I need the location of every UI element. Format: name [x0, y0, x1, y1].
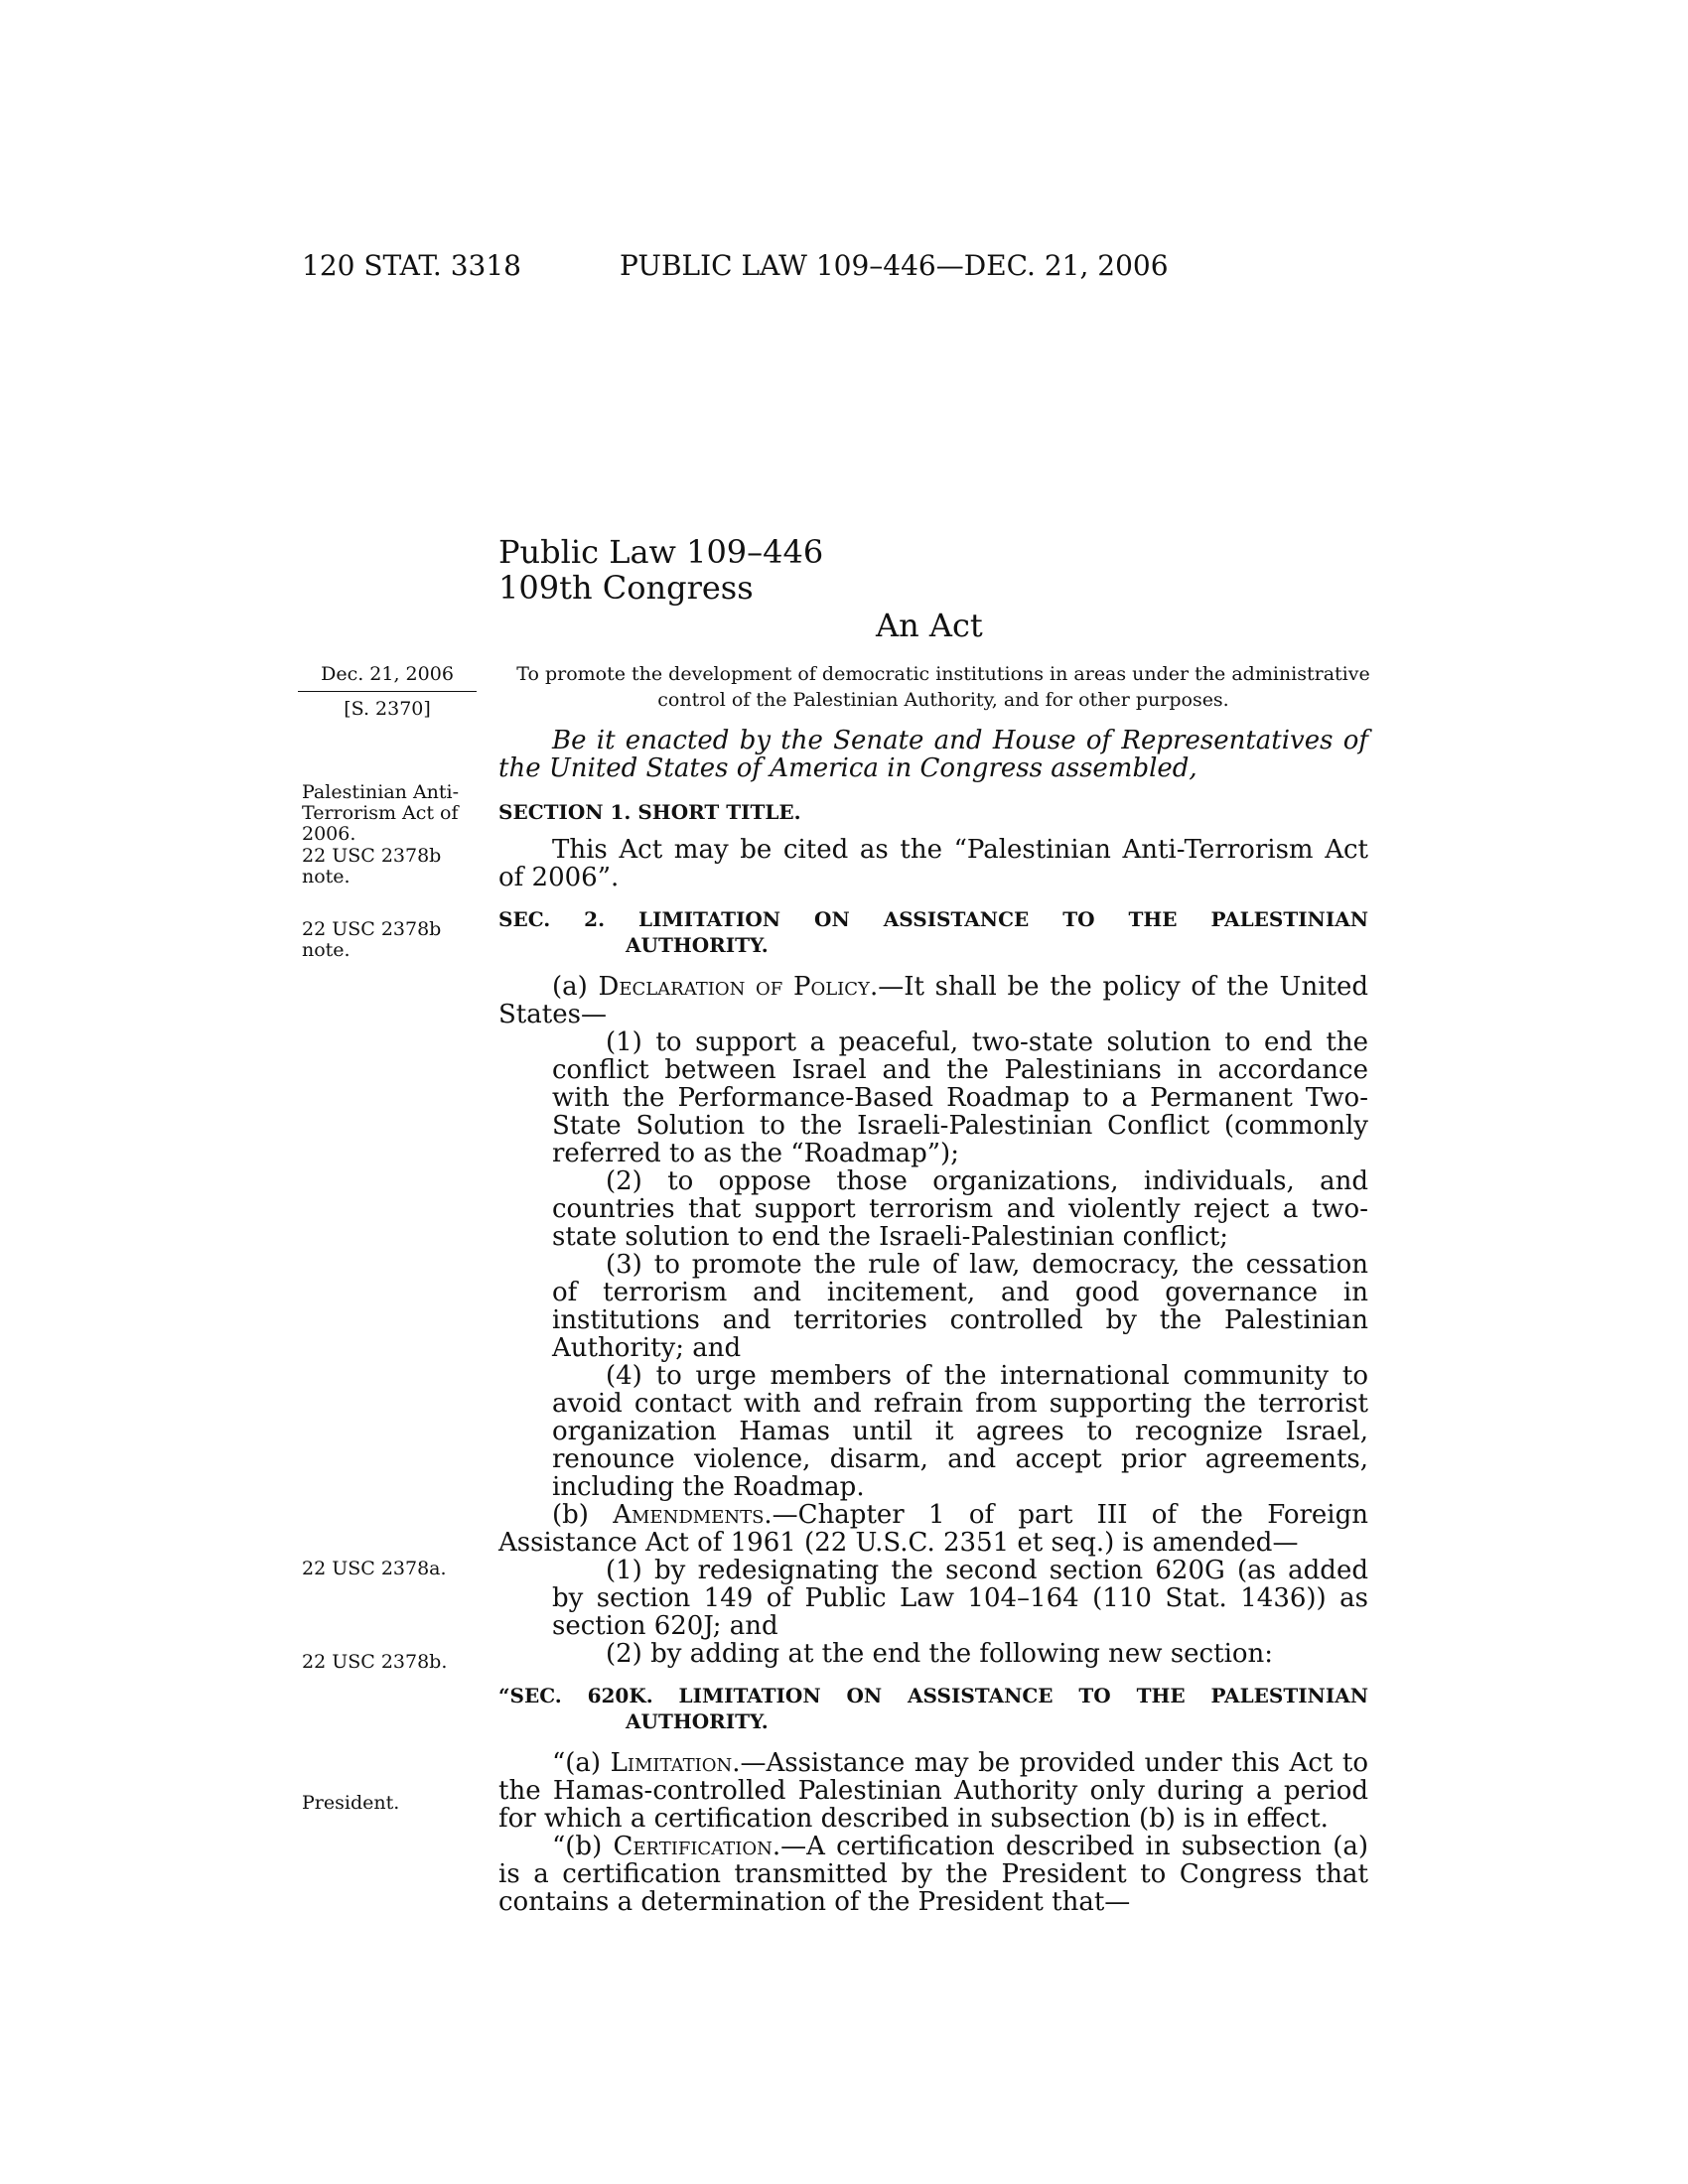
section-2a-text: .—It shall be the policy of the United States—: [498, 972, 1368, 1029]
section-620k-b-label: “(b): [552, 1832, 614, 1861]
margin-usc-note-4: 22 USC 2378b.: [302, 1651, 448, 1673]
section-2a-1: (1) to support a peaceful, two-state solution to end the conflict between Israel and the Palestinians in accordance with the Performance-Based Roadmap to a Permanent Two-State Solution to the Israeli-Palestinian Conflict (commonly referred to as the “Roadmap”);: [552, 1027, 1368, 1168]
section-620k-heading: “SEC. 620K. LIMITATION ON ASSISTANCE TO THE PALESTINIAN: [498, 1684, 1368, 1707]
section-620k-b-heading: Certification: [613, 1832, 773, 1861]
margin-usc-note-3: 22 USC 2378a.: [302, 1558, 447, 1579]
section-2b-2: (2) by adding at the end the following new section:: [606, 1639, 1274, 1669]
law-title-block: [498, 534, 823, 606]
section-620k-b-text: .—A certification described in subsection (a) is a certification transmitted by the President to Congress that contains a determination of the President that—: [498, 1832, 1368, 1917]
section-620k-a-text: .—Assistance may be provided under this Act to the Hamas-controlled Palestinian Authority only during a period for which a certification described in subsection (b) is in effect.: [498, 1748, 1368, 1834]
section-2a-paragraph: [498, 973, 1368, 1028]
section-2a-2: (2) to oppose those organizations, individuals, and countries that support terrorism and violently reject a two-state solution to end the Israeli-Palestinian conflict;: [552, 1166, 1368, 1252]
section-1-text: This Act may be cited as the “Palestinian Anti-Terrorism Act of 2006”.: [498, 835, 1368, 892]
section-2-heading: SEC. 2. LIMITATION ON ASSISTANCE TO THE PALESTINIAN: [498, 907, 1368, 931]
margin-usc-note-2: 22 USC 2378b note.: [302, 918, 442, 961]
statute-body: [498, 727, 1368, 1916]
margin-president-note: President.: [302, 1792, 400, 1814]
law-number: Public Law 109–446: [498, 533, 824, 571]
act-heading: An Act: [876, 607, 983, 644]
margin-date-block: [298, 661, 477, 722]
margin-short-title-note: Palestinian Anti-Terrorism Act of 2006.: [302, 781, 460, 845]
section-2b-1: (1) by redesignating the second section 620G (as added by section 149 of Public Law 104–164 (110 Stat. 1436)) as section 620J; and: [552, 1556, 1368, 1641]
section-2-heading-cont: AUTHORITY.: [626, 933, 769, 957]
enacting-clause: Be it enacted by the Senate and House of Representatives of the United States of America in Congress assembled,: [498, 726, 1368, 783]
section-2a-heading: Declaration of Policy: [598, 972, 870, 1002]
section-2b-label: (b): [552, 1500, 614, 1530]
section-2b-text: .—Chapter 1 of part III of the Foreign Assistance Act of 1961 (22 U.S.C. 2351 et seq.) is amended—: [498, 1500, 1368, 1558]
running-title: PUBLIC LAW 109–446—DEC. 21, 2006: [620, 249, 1169, 282]
long-title: To promote the development of democratic institutions in areas under the administrative control of the Palestinian Authority, and for other purposes.: [516, 663, 1370, 711]
section-620k-b-paragraph: [498, 1833, 1368, 1916]
section-620k-a-label: “(a): [552, 1748, 611, 1778]
section-620k-heading-cont: AUTHORITY.: [626, 1709, 769, 1733]
section-620k-a-paragraph: [498, 1749, 1368, 1833]
congress-number: 109th Congress: [498, 569, 754, 607]
section-2b-paragraph: [498, 1501, 1368, 1557]
section-620k-a-heading: Limitation: [610, 1748, 733, 1778]
section-1-heading: SECTION 1. SHORT TITLE.: [498, 800, 801, 824]
section-2a-4: (4) to urge members of the international community to avoid contact with and refrain from supporting the terrorist organization Hamas until it agrees to recognize Israel, renounce violence, disarm, and accept prior agreements, including the Roadmap.: [552, 1361, 1368, 1502]
section-2b-heading: Amendments: [613, 1500, 765, 1530]
section-2a-3: (3) to promote the rule of law, democracy, the cessation of terrorism and incitement, and good governance in institutions and territories controlled by the Palestinian Authority; and: [552, 1250, 1368, 1363]
margin-bill-number: [S. 2370]: [344, 698, 431, 720]
margin-usc-note-1: 22 USC 2378b note.: [302, 845, 442, 887]
margin-date: Dec. 21, 2006: [298, 661, 477, 692]
stat-page-number: 120 STAT. 3318: [302, 249, 521, 282]
section-2a-label: (a): [552, 972, 599, 1002]
